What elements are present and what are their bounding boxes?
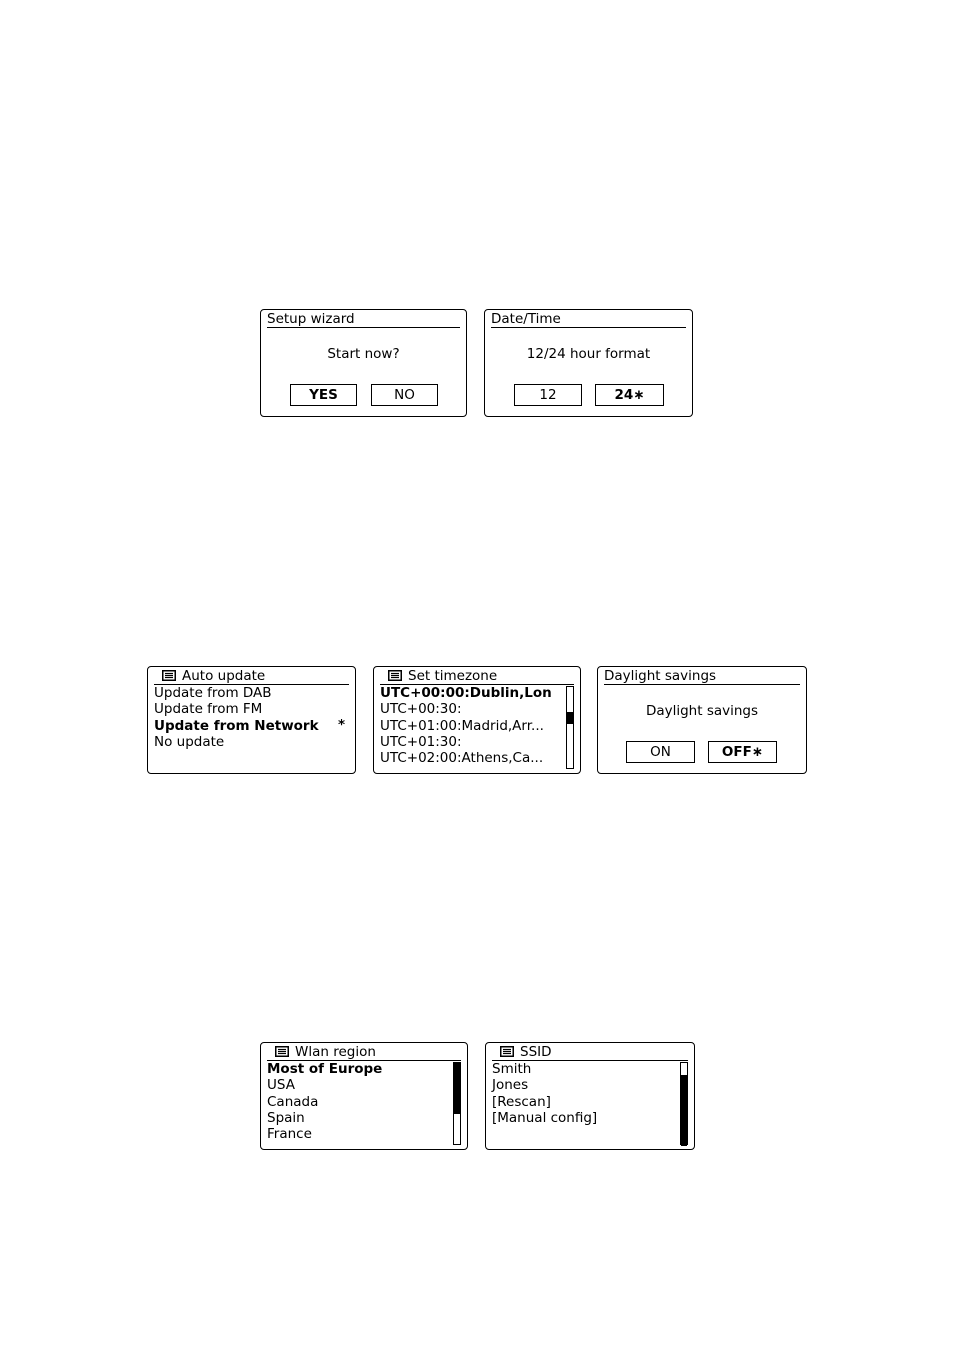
list-item-selected[interactable]: UTC+00:00:Dublin,Lon	[380, 685, 552, 701]
list-item[interactable]: France	[267, 1126, 312, 1143]
wlan-region-screen	[260, 1042, 468, 1150]
title-divider	[604, 684, 800, 685]
setup-wizard-prompt: Start now?	[327, 346, 400, 362]
scrollbar-thumb[interactable]	[681, 1075, 687, 1146]
list-item[interactable]: Update from DAB	[154, 685, 272, 701]
list-item[interactable]: Update from FM	[154, 701, 263, 718]
list-item[interactable]: UTC+00:30:	[380, 701, 462, 718]
screen-title	[267, 1043, 376, 1061]
24-hour-button[interactable]: 24∗	[595, 384, 664, 406]
12-hour-button[interactable]: 12	[514, 384, 582, 406]
auto-update-screen	[147, 666, 356, 774]
title-divider	[491, 327, 686, 328]
date-time-prompt: 12/24 hour format	[526, 346, 651, 362]
list-item[interactable]: USA	[267, 1077, 295, 1094]
list-item[interactable]: Spain	[267, 1109, 305, 1126]
set-timezone-screen	[373, 666, 581, 774]
list-item[interactable]: UTC+01:30:	[380, 733, 462, 750]
selected-marker: *	[338, 717, 346, 733]
menu-list-icon	[388, 670, 402, 681]
list-item-selected[interactable]: Update from Network	[154, 717, 319, 734]
screen-title-text: SSID	[520, 1044, 552, 1060]
no-button[interactable]: NO	[371, 384, 438, 406]
list-item[interactable]: Jones	[492, 1077, 529, 1094]
screen-title-text: Set timezone	[408, 668, 498, 684]
scrollbar-thumb[interactable]	[567, 712, 573, 724]
list-item-selected[interactable]: Most of Europe	[267, 1061, 383, 1077]
screen-title: Daylight savings	[604, 668, 717, 684]
daylight-savings-screen	[597, 666, 807, 774]
daylight-savings-prompt: Daylight savings	[645, 703, 759, 719]
screen-title-text: Auto update	[182, 668, 266, 684]
wlan-region-list	[267, 1061, 382, 1142]
date-time-screen	[484, 309, 693, 417]
scrollbar[interactable]	[680, 1062, 688, 1145]
menu-list-icon	[500, 1046, 514, 1057]
list-item[interactable]: [Rescan]	[492, 1093, 551, 1110]
screen-title	[154, 667, 265, 685]
list-item[interactable]: Smith	[492, 1061, 532, 1077]
screen-title	[492, 1043, 552, 1061]
timezone-list	[380, 685, 552, 766]
scrollbar[interactable]	[566, 686, 574, 769]
menu-list-icon	[275, 1046, 289, 1057]
setup-wizard-screen	[260, 309, 467, 417]
screen-title: Date/Time	[491, 311, 561, 327]
screen-title	[380, 667, 497, 685]
yes-button[interactable]: YES	[290, 384, 357, 406]
scrollbar-thumb[interactable]	[454, 1063, 460, 1114]
ssid-screen	[485, 1042, 695, 1150]
on-button[interactable]: ON	[626, 741, 695, 763]
screen-title: Setup wizard	[267, 311, 355, 327]
ssid-list	[492, 1061, 597, 1126]
list-item[interactable]: UTC+02:00:Athens,Ca...	[380, 750, 544, 767]
list-item[interactable]: [Manual config]	[492, 1109, 598, 1126]
scrollbar[interactable]	[453, 1062, 461, 1145]
list-item[interactable]: UTC+01:00:Madrid,Arr...	[380, 717, 544, 734]
list-item[interactable]: Canada	[267, 1093, 319, 1110]
screen-title-text: Wlan region	[295, 1044, 376, 1060]
list-item[interactable]: No update	[154, 733, 225, 750]
auto-update-list	[154, 685, 319, 750]
title-divider	[267, 327, 460, 328]
off-button[interactable]: OFF∗	[708, 741, 777, 763]
menu-list-icon	[162, 670, 176, 681]
